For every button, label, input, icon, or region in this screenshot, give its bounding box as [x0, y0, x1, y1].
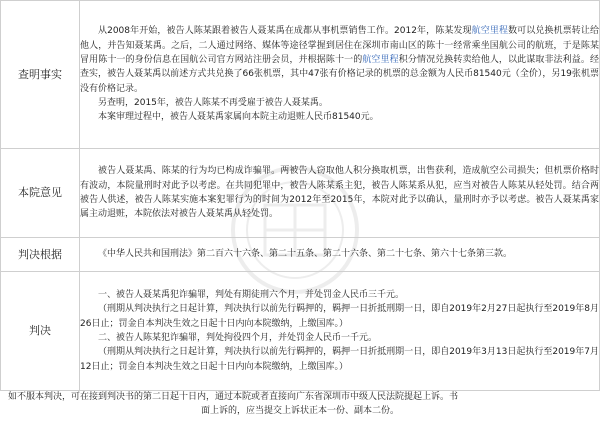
fact-paragraph: 本案审理过程中，被告人聂某禹家属向本院主动退赃人民币81540元。 — [98, 112, 379, 123]
fact-paragraph: 从2008年开始，被告人陈某跟着被告人聂某禹在成都从事机票销售工作。2012年，陈某发现航空里程数可以兑换机票转让给他人，并告知聂某禹。之后，二人通过网络、媒体等途径掌握到居住在深圳市南山区的陈十一经常乘坐国航公司的航班，于是陈某冒用陈十一的身份信息在国航公司官方网站注册会员，并根据陈十一的航空里程积分情况兑换转卖给他人，以此谋取非法利益。经查实，被告人聂某禹以前述方式共兑换了66张机票，其中47张有价格记录的机票的总金额为人民币81540元（全价），另19张机票没有价格记录。 — [80, 26, 599, 94]
appeal-line: 面上诉的，应当提交上诉状正本一份、副本二份。 — [200, 406, 399, 416]
basis-paragraph: 《中华人民共和国刑法》第二百六十六条、第二十五条、第二十六条、第二十七条、第六十七条第三款。 — [98, 249, 513, 260]
table-row — [1, 272, 600, 391]
appeal-notice — [0, 390, 600, 418]
opinion-paragraph: 被告人聂某禹、陈某的行为均已构成诈骗罪。两被告人窃取他人积分换取机票，出售获利，造成航空公司损失；但机票价格时有波动，本院量刑时对此予以考虑。在共同犯罪中，被告人陈某系主犯，被告人陈某系从犯，应当对被告人陈某从轻处罚。结合两被告人供述，被告人陈某实施本案犯罪行为的时间为2012年至2015年，本院对此予以确认，量刑时亦予以考虑。被告人聂某禹家属主动退赃，本院依法对被告人聂某禹从轻处罚。 — [80, 166, 599, 220]
appeal-line: 如不服本判决，可在接到判决书的第二日起十日内，通过本院或者直接向广东省深圳市中级人民法院提起上诉。书 — [8, 392, 459, 402]
sentence-paragraph: （刑期从判决执行之日起计算，判决执行以前先行羁押的，羁押一日折抵刑期一日，即自2019年3月13日起执行至2019年7月12日止；罚金自本判决生效之日起十日内向本院缴纳，上缴国库。） — [80, 347, 599, 372]
row-content — [80, 149, 600, 238]
row-content — [80, 1, 600, 149]
sentence-paragraph: （刑期从判决执行之日起计算，判决执行以前先行羁押的，羁押一日折抵刑期一日，即自2019年2月27日起执行至2019年8月26日止；罚金自本判决生效之日起十日内向本院缴纳，上缴国库。） — [80, 304, 599, 329]
row-label: 判决 — [1, 272, 80, 391]
sentence-paragraph: 二、被告人陈某犯诈骗罪，判处拘役四个月，并处罚金人民币一千元。 — [98, 333, 378, 343]
fact-paragraph: 另查明，2015年，被告人陈某不再受雇于被告人聂某禹。 — [98, 97, 328, 108]
table-row — [1, 238, 600, 272]
table-row — [1, 1, 600, 149]
row-content — [80, 272, 600, 391]
row-label: 判决根据 — [1, 238, 80, 272]
row-label: 本院意见 — [1, 149, 80, 238]
table-row — [1, 149, 600, 238]
sentence-paragraph: 一、被告人聂某禹犯诈骗罪，判处有期徒刑六个月，并处罚金人民币三千元。 — [98, 290, 405, 301]
row-label: 查明事实 — [1, 1, 80, 149]
row-content — [80, 238, 600, 272]
